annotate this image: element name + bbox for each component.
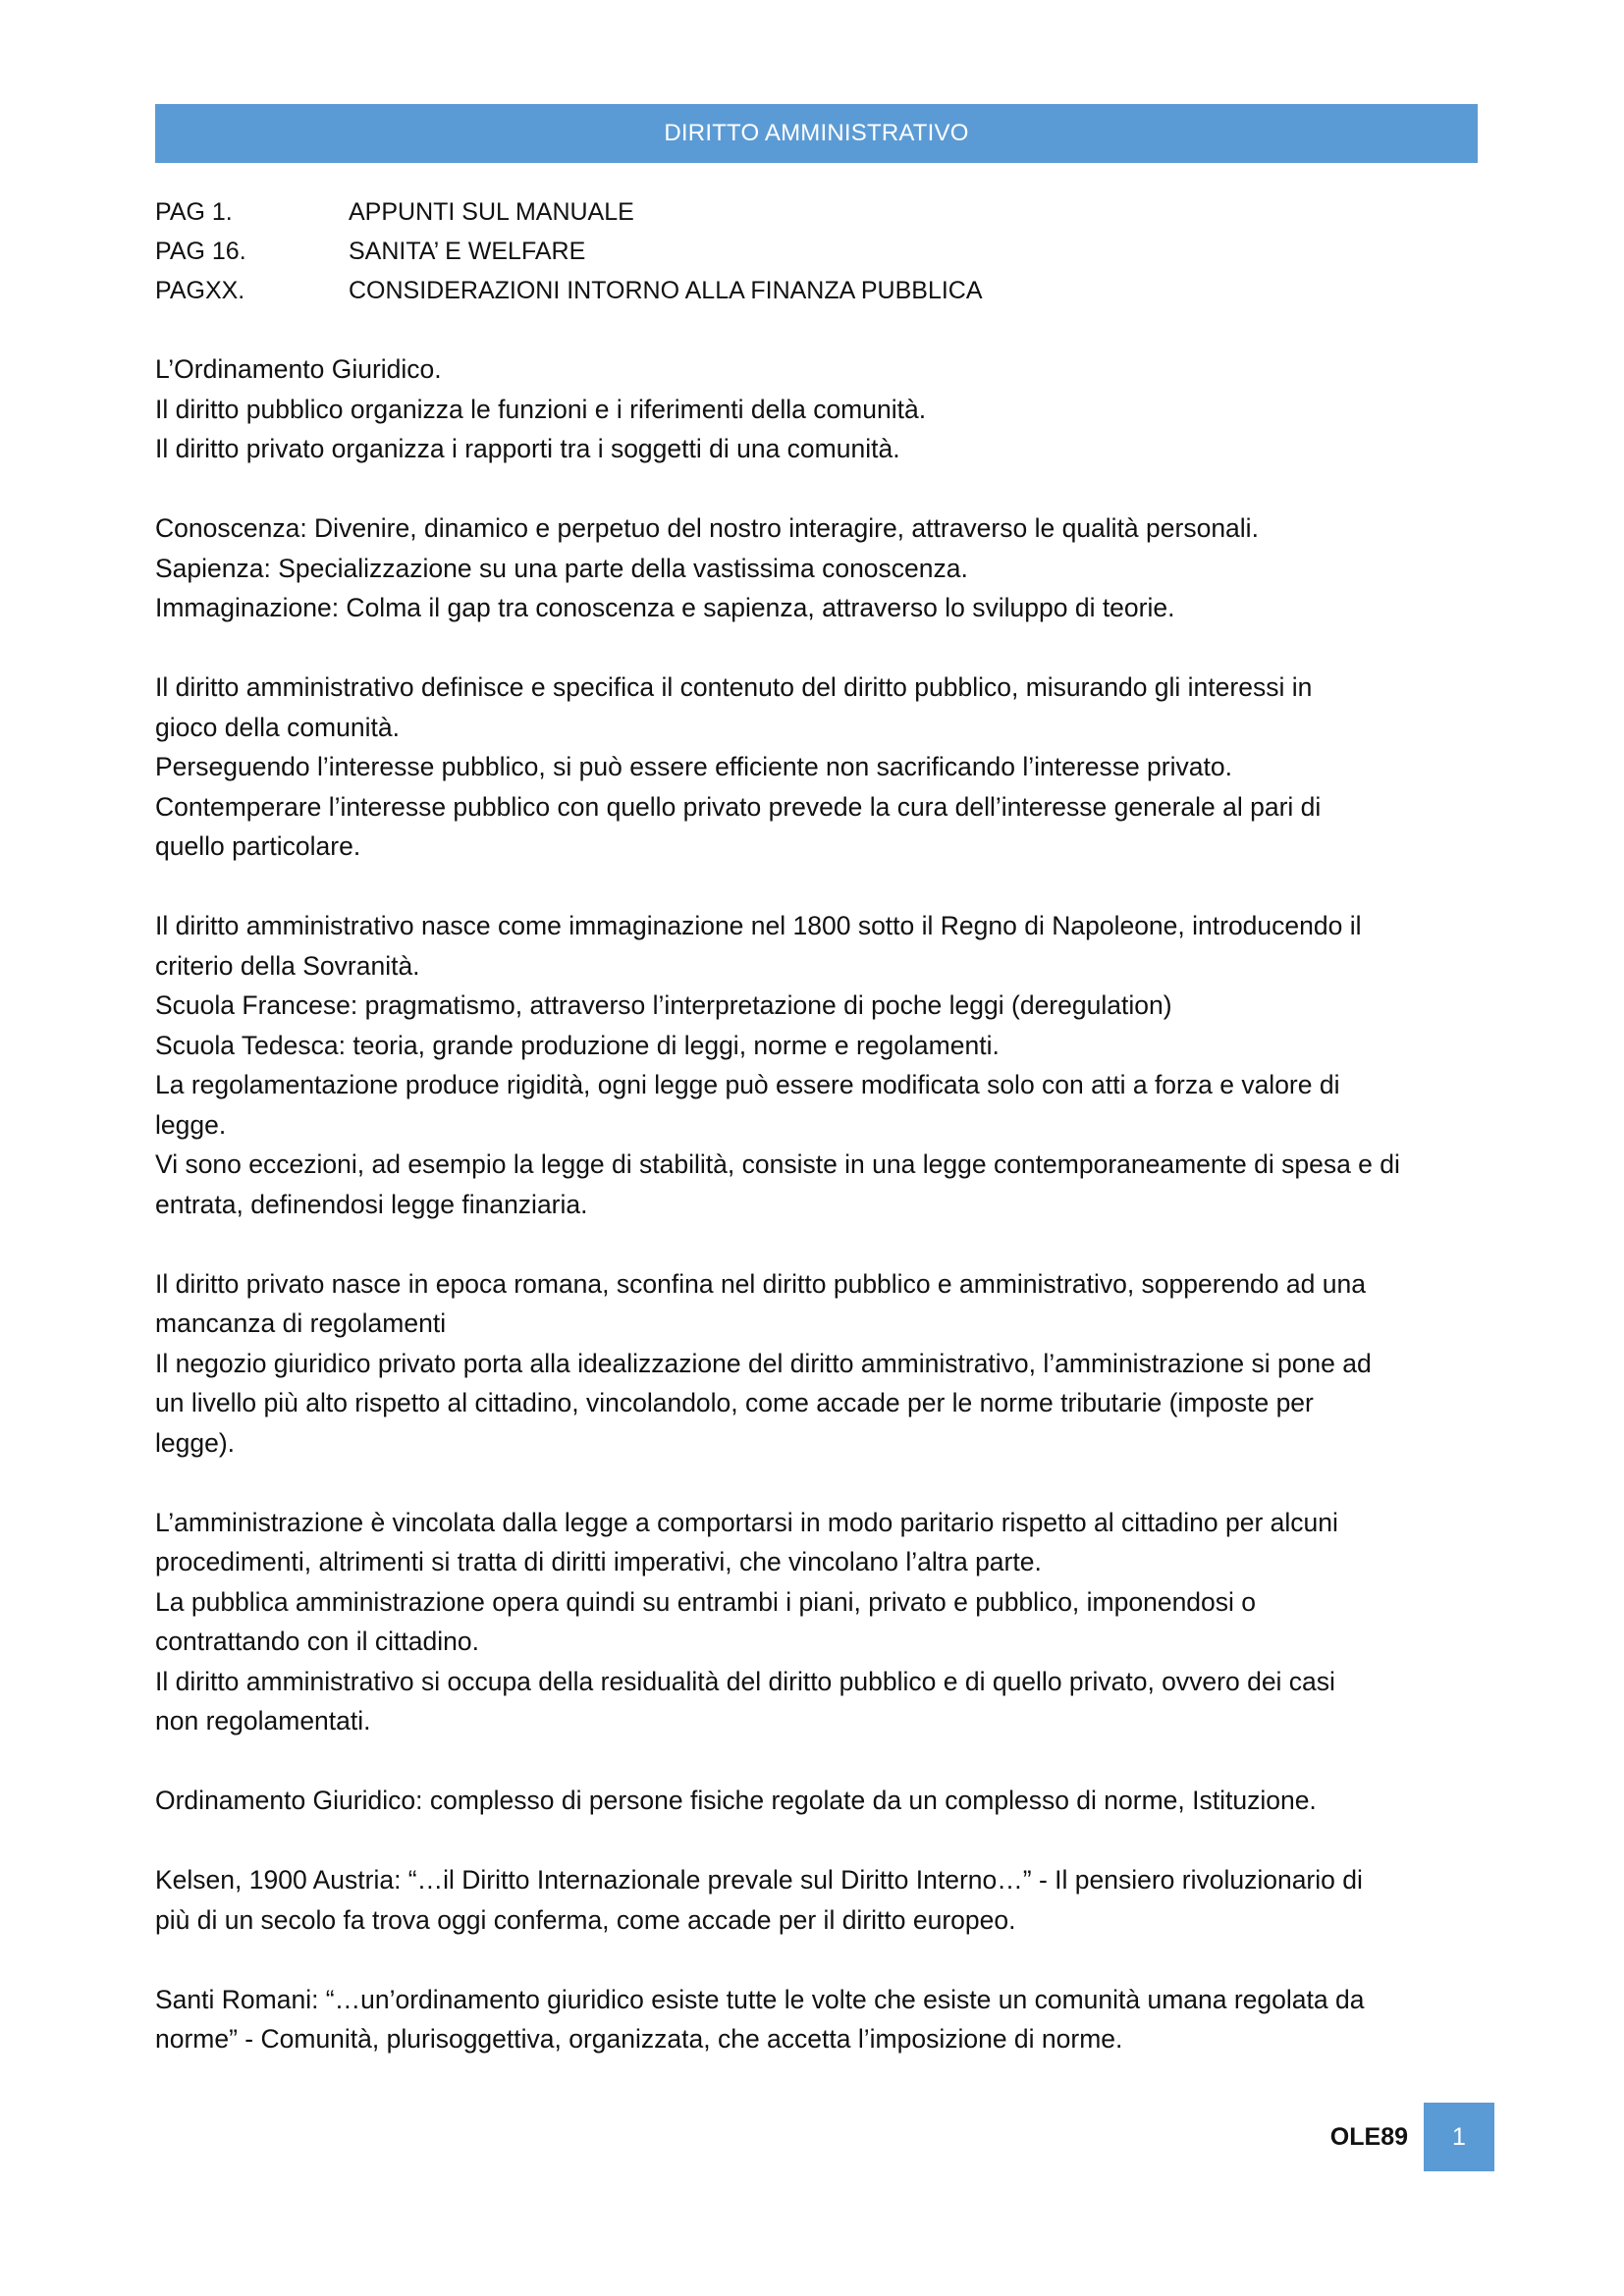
toc-entry xyxy=(155,192,1478,232)
text-line: non regolamentati. xyxy=(155,1706,371,1735)
text-line: Il negozio giuridico privato porta alla idealizzazione del diritto amministrativo, l’amministrazione si pone ad xyxy=(155,1348,1372,1378)
text-line: Il diritto amministrativo nasce come immaginazione nel 1800 sotto il Regno di Napoleone, introducendo il xyxy=(155,911,1362,940)
toc-entry xyxy=(155,232,1478,271)
toc-title: CONSIDERAZIONI INTORNO ALLA FINANZA PUBBLICA xyxy=(349,277,983,304)
text-line: Scuola Tedesca: teoria, grande produzione di leggi, norme e regolamenti. xyxy=(155,1030,1000,1060)
text-line: procedimenti, altrimenti si tratta di diritti imperativi, che vincolano l’altra parte. xyxy=(155,1547,1042,1576)
text-line: gioco della comunità. xyxy=(155,712,400,742)
text-line: criterio della Sovranità. xyxy=(155,950,420,981)
paragraph-conoscenza xyxy=(155,508,1478,628)
text-line: legge. xyxy=(155,1109,227,1140)
page-header-title: DIRITTO AMMINISTRATIVO xyxy=(155,104,1478,163)
text-line: Il diritto privato organizza i rapporti tra i soggetti di una comunità. xyxy=(155,434,900,463)
paragraph-origini xyxy=(155,906,1478,1224)
text-line: Immaginazione: Colma il gap tra conoscenza e sapienza, attraverso lo sviluppo di teorie. xyxy=(155,593,1175,622)
toc-page-number: PAG 1. xyxy=(155,198,233,226)
paragraph-amministrazione xyxy=(155,1503,1478,1741)
text-line: Sapienza: Specializzazione su una parte della vastissima conoscenza. xyxy=(155,553,968,583)
text-line: Conoscenza: Divenire, dinamico e perpetuo del nostro interagire, attraverso le qualità personali. xyxy=(155,513,1259,543)
text-line: Kelsen, 1900 Austria: “…il Diritto Internazionale prevale sul Diritto Interno…” - Il pensiero rivoluzionario di xyxy=(155,1865,1363,1895)
text-line: L’Ordinamento Giuridico. xyxy=(155,354,442,384)
text-line: quello particolare. xyxy=(155,831,361,861)
paragraph-santi-romani xyxy=(155,1980,1478,2059)
text-line: La pubblica amministrazione opera quindi su entrambi i piani, privato e pubblico, imponendosi o xyxy=(155,1586,1257,1617)
text-line: più di un secolo fa trova oggi conferma, come accade per il diritto europeo. xyxy=(155,1904,1016,1935)
text-line: Santi Romani: “…un’ordinamento giuridico esiste tutte le volte che esiste un comunità umana regolata da xyxy=(155,1984,1365,2014)
paragraph-diritto-amministrativo xyxy=(155,667,1478,867)
text-line: Il diritto amministrativo si occupa della residualità del diritto pubblico e di quello privato, ovvero dei casi xyxy=(155,1666,1335,1696)
paragraph-diritto-privato xyxy=(155,1264,1478,1464)
toc-page-number: PAG 16. xyxy=(155,238,246,265)
page-number-badge: 1 xyxy=(1424,2103,1494,2171)
toc-entry xyxy=(155,271,1478,310)
paragraph-ordinamento xyxy=(155,349,1478,469)
text-line: norme” - Comunità, plurisoggettiva, organizzata, che accetta l’imposizione di norme. xyxy=(155,2024,1123,2054)
text-line: La regolamentazione produce rigidità, ogni legge può essere modificata solo con atti a forza e valore di xyxy=(155,1070,1340,1099)
text-line: mancanza di regolamenti xyxy=(155,1308,447,1338)
text-line: Scuola Francese: pragmatismo, attraverso l’interpretazione di poche leggi (deregulation) xyxy=(155,990,1172,1020)
document-body xyxy=(155,349,1478,2099)
text-line: Il diritto amministrativo definisce e specifica il contenuto del diritto pubblico, misurando gli interessi in xyxy=(155,672,1313,702)
text-line: entrata, definendosi legge finanziaria. xyxy=(155,1189,588,1219)
text-line: Vi sono eccezioni, ad esempio la legge di stabilità, consiste in una legge contemporaneamente di spesa e di xyxy=(155,1149,1400,1179)
text-line: Il diritto pubblico organizza le funzioni e i riferimenti della comunità. xyxy=(155,394,927,424)
toc-title: APPUNTI SUL MANUALE xyxy=(349,198,634,226)
text-line: contrattando con il cittadino. xyxy=(155,1627,479,1656)
paragraph-kelsen xyxy=(155,1860,1478,1940)
paragraph-definizione xyxy=(155,1781,1478,1821)
text-line: Ordinamento Giuridico: complesso di persone fisiche regolate da un complesso di norme, Istituzione. xyxy=(155,1786,1317,1815)
footer-label: OLE89 xyxy=(1329,2122,1408,2151)
text-line: legge). xyxy=(155,1427,236,1458)
text-line: Contemperare l’interesse pubblico con quello privato prevede la cura dell’interesse generale al pari di xyxy=(155,791,1322,822)
text-line: un livello più alto rispetto al cittadino, vincolandolo, come accade per le norme tributarie (imposte per xyxy=(155,1388,1314,1417)
text-line: L’amministrazione è vincolata dalla legge a comportarsi in modo paritario rispetto al cittadino per alcuni xyxy=(155,1507,1338,1537)
text-line: Perseguendo l’interesse pubblico, si può essere efficiente non sacrificando l’interesse privato. xyxy=(155,752,1232,781)
table-of-contents xyxy=(155,192,1478,310)
toc-page-number: PAGXX. xyxy=(155,277,245,304)
page-footer xyxy=(1330,2103,1494,2171)
toc-title: SANITA’ E WELFARE xyxy=(349,238,586,265)
text-line: Il diritto privato nasce in epoca romana, sconfina nel diritto pubblico e amministrativo, sopperendo ad una xyxy=(155,1268,1366,1299)
